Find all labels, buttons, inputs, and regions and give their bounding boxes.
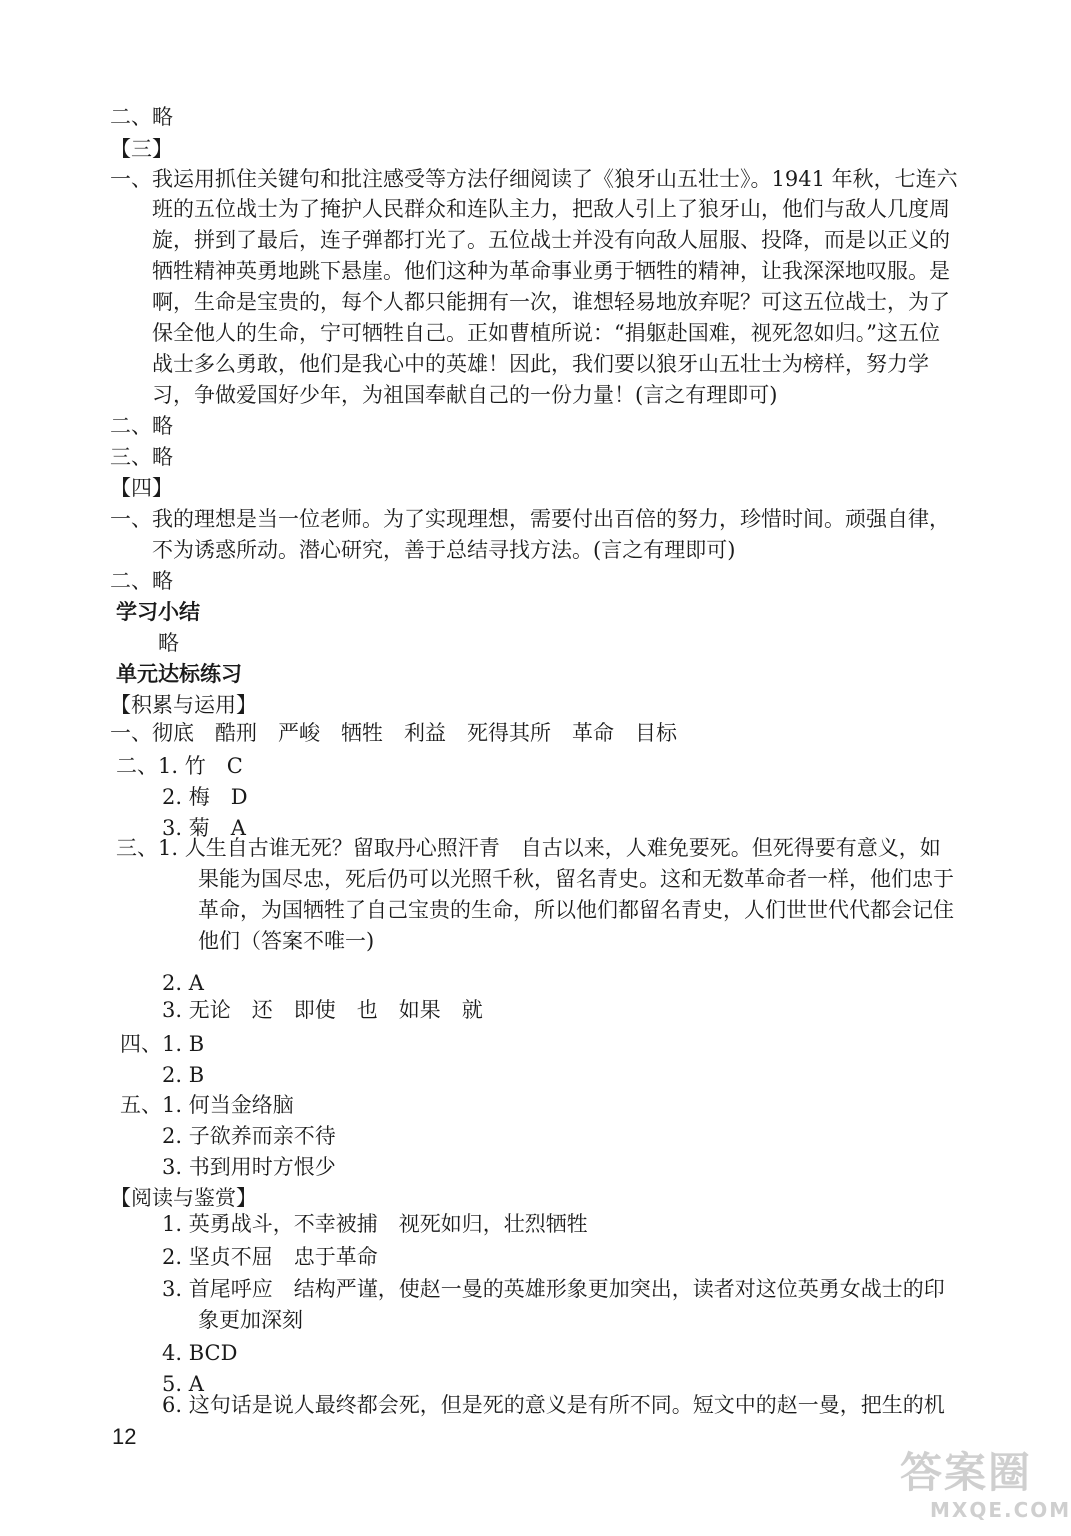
- text-line: 象更加深刻: [198, 1308, 303, 1332]
- text-line: 3. 书到用时方恨少: [162, 1155, 336, 1179]
- text-line: 3. 无论 还 即使 也 如果 就: [162, 998, 483, 1022]
- text-line: 革命，为国牺牲了自己宝贵的生命，所以他们都留名青史，人们世世代代都会记住: [198, 898, 954, 922]
- text-line: 三、略: [110, 445, 173, 469]
- text-line: 略: [158, 631, 179, 655]
- section-title: 单元达标练习: [116, 661, 242, 686]
- text-line: 4. BCD: [162, 1341, 238, 1365]
- text-line: 不为诱惑所动。潜心研究，善于总结寻找方法。(言之有理即可): [152, 538, 736, 562]
- text-line: 2. A: [162, 971, 204, 995]
- text-line: 果能为国尽忠，死后仍可以光照千秋，留名青史。这和无数革命者一样，他们忠于: [198, 867, 954, 891]
- text-line: 习，争做爱国好少年，为祖国奉献自己的一份力量！(言之有理即可): [152, 383, 778, 407]
- text-line: 一、我的理想是当一位老师。为了实现理想，需要付出百倍的努力，珍惜时间。顽强自律，: [110, 507, 950, 531]
- text-line: 3. 菊 A: [162, 816, 246, 840]
- section-heading: 【积累与运用】: [110, 693, 257, 717]
- text-line: 二、略: [110, 569, 173, 593]
- text-line: 班的五位战士为了掩护人民群众和连队主力，把敌人引上了狼牙山，他们与敌人几度周: [152, 197, 950, 221]
- text-line: 五、1. 何当金络脑: [120, 1093, 294, 1117]
- section-heading: 【四】: [110, 476, 173, 500]
- text-line: 三、1. 人生自古谁无死？留取丹心照汗青 自古以来，人难免要死。但死得要有意义，如: [116, 836, 941, 860]
- text-line: 2. 子欲养而亲不待: [162, 1124, 336, 1148]
- section-title: 学习小结: [116, 599, 200, 624]
- page-number: 12: [112, 1424, 137, 1449]
- text-line: 一、彻底 酷刑 严峻 牺牲 利益 死得其所 革命 目标: [110, 721, 677, 745]
- text-line: 二、略: [110, 414, 173, 438]
- text-line: 二、1. 竹 C: [116, 754, 243, 778]
- text-line: 二、略: [110, 105, 173, 129]
- text-line: 6. 这句话是说人最终都会死，但是死的意义是有所不同。短文中的赵一曼，把生的机: [162, 1393, 945, 1417]
- text-line: 2. 梅 D: [162, 785, 248, 809]
- text-line: 他们（答案不唯一): [198, 929, 375, 953]
- text-line: 牺牲精神英勇地跳下悬崖。他们这种为革命事业勇于牺牲的精神，让我深深地叹服。是: [152, 259, 950, 283]
- text-line: 2. 坚贞不屈 忠于革命: [162, 1245, 378, 1269]
- text-line: 旋，拼到了最后，连子弹都打光了。五位战士并没有向敌人屈服、投降，而是以正义的: [152, 228, 950, 252]
- text-line: 2. B: [162, 1063, 205, 1087]
- section-heading: 【三】: [110, 137, 173, 161]
- text-line: 啊，生命是宝贵的，每个人都只能拥有一次，谁想轻易地放弃呢？可这五位战士，为了: [152, 290, 950, 314]
- section-heading: 【阅读与鉴赏】: [110, 1186, 257, 1210]
- text-line: 3. 首尾呼应 结构严谨，使赵一曼的英雄形象更加突出，读者对这位英勇女战士的印: [162, 1277, 945, 1301]
- watermark-url: MXQE.COM: [930, 1498, 1071, 1522]
- text-line: 1. 英勇战斗，不幸被捕 视死如归，壮烈牺牲: [162, 1212, 588, 1236]
- text-line: 一、我运用抓住关键句和批注感受等方法仔细阅读了《狼牙山五壮士》。1941 年秋，七连六: [110, 167, 958, 191]
- text-line: 战士多么勇敢，他们是我心中的英雄！因此，我们要以狼牙山五壮士为榜样，努力学: [152, 352, 929, 376]
- watermark-text: 答案圈: [900, 1448, 1033, 1497]
- text-line: 5. A: [162, 1372, 204, 1396]
- text-line: 保全他人的生命，宁可牺牲自己。正如曹植所说：“捐躯赴国难，视死忽如归。”这五位: [152, 321, 940, 345]
- watermark-logo: [900, 1440, 1071, 1530]
- text-line: 四、1. B: [120, 1032, 205, 1056]
